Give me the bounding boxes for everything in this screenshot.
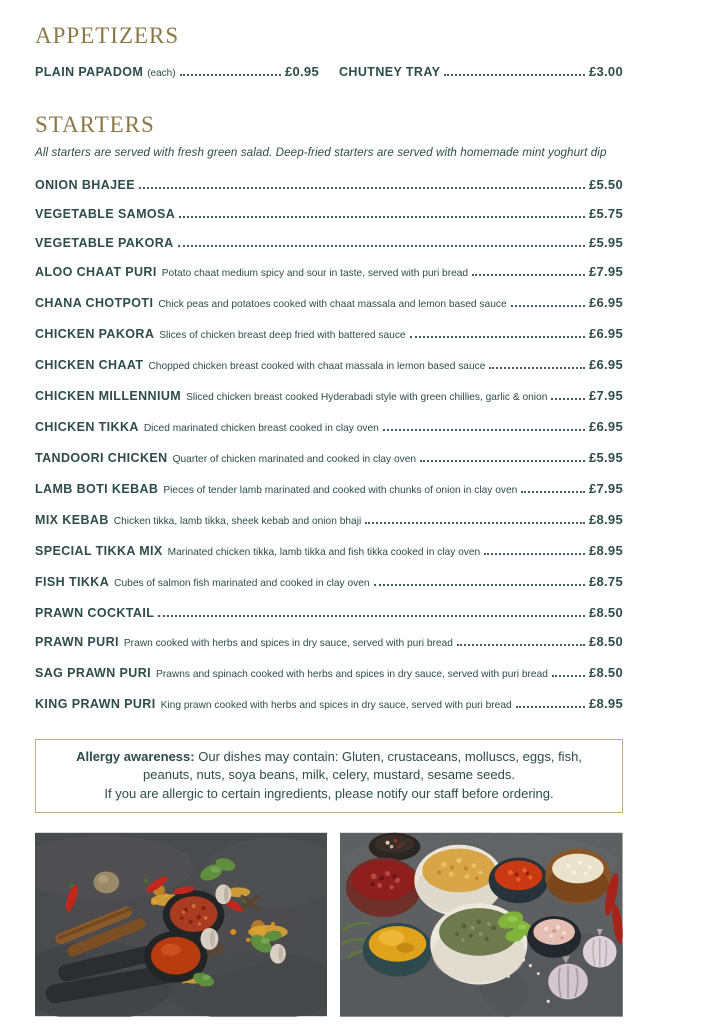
item-description: Pieces of tender lamb marinated and cooked with chunks of onion in clay oven <box>163 485 518 496</box>
dotted-leader <box>374 584 585 586</box>
dotted-leader <box>178 245 585 247</box>
menu-item-row <box>35 264 623 282</box>
item-name: PRAWN COCKTAIL <box>35 606 155 620</box>
dotted-leader <box>551 398 585 400</box>
item-name: KING PRAWN PURI <box>35 697 156 711</box>
item-name: ALOO CHAAT PURI <box>35 265 157 279</box>
menu-item-row <box>35 357 623 375</box>
item-price: £8.50 <box>588 634 623 649</box>
allergy-label: Allergy awareness: <box>76 749 195 764</box>
dotted-leader <box>484 553 585 555</box>
item-name: TANDOORI CHICKEN <box>35 451 168 465</box>
item-price: £3.00 <box>588 64 623 79</box>
menu-item-row <box>35 605 623 621</box>
item-price: £7.95 <box>588 264 623 279</box>
item-price: £5.95 <box>588 235 623 250</box>
item-price: £8.95 <box>588 543 623 558</box>
item-description: Slices of chicken breast deep fried with battered sauce <box>159 330 406 341</box>
dotted-leader <box>457 644 585 646</box>
item-description: Sliced chicken breast cooked Hyderabadi style with green chillies, garlic & onion <box>186 392 548 403</box>
item-description: Cubes of salmon fish marinated and cooked in clay oven <box>114 578 370 589</box>
allergy-text: Our dishes may contain: Gluten, crustaceans, molluscs, eggs, fish, peanuts, nuts, soya beans, milk, celery, mustard, sesame seeds. <box>143 749 582 783</box>
allergy-box <box>35 739 623 813</box>
menu-item-row <box>35 696 623 714</box>
menu-item-row <box>35 574 623 592</box>
dotted-leader <box>516 706 585 708</box>
item-price: £5.95 <box>588 450 623 465</box>
dotted-leader <box>489 367 585 369</box>
item-name: LAMB BOTI KEBAB <box>35 482 159 496</box>
dotted-leader <box>472 274 585 276</box>
item-description: Potato chaat medium spicy and sour in taste, served with puri bread <box>161 268 469 279</box>
dotted-leader <box>444 74 585 76</box>
menu-item-row <box>35 481 623 499</box>
item-price: £8.50 <box>588 665 623 680</box>
starters-note: All starters are served with fresh green salad. Deep-fried starters are served with homemade mint yoghurt dip <box>35 146 607 159</box>
item-name: CHICKEN PAKORA <box>35 327 155 341</box>
item-description: Marinated chicken tikka, lamb tikka and fish tikka cooked in clay oven <box>167 547 481 558</box>
item-name: CHICKEN MILLENNIUM <box>35 389 182 403</box>
menu-item-row <box>35 419 623 437</box>
item-note: (each) <box>147 68 176 79</box>
allergy-line-2: If you are allergic to certain ingredients, please notify our staff before ordering. <box>104 785 554 801</box>
dotted-leader <box>179 216 585 218</box>
item-name: ONION BHAJEE <box>35 178 135 192</box>
item-description: Prawns and spinach cooked with herbs and spices in dry sauce, served with puri bread <box>156 669 548 680</box>
item-price: £0.95 <box>284 64 319 79</box>
menu-item-row <box>35 206 623 222</box>
item-price: £8.50 <box>588 605 623 620</box>
item-name: SAG PRAWN PURI <box>35 666 152 680</box>
item-price: £5.50 <box>588 177 623 192</box>
item-name: PRAWN PURI <box>35 635 119 649</box>
menu-item-row <box>35 177 623 193</box>
item-price: £7.95 <box>588 481 623 496</box>
menu-item-row <box>35 512 623 530</box>
item-name: MIX KEBAB <box>35 513 109 527</box>
item-price: £6.95 <box>588 295 623 310</box>
dotted-leader <box>552 675 585 677</box>
item-name: CHUTNEY TRAY <box>339 65 441 79</box>
menu-item-row <box>35 543 623 561</box>
spices-slate-spoons-photo <box>35 832 327 1017</box>
item-price: £5.75 <box>588 206 623 221</box>
menu-item-row <box>35 295 623 313</box>
item-description: Chicken tikka, lamb tikka, sheek kebab and onion bhaji <box>113 516 362 527</box>
dotted-leader <box>139 187 585 189</box>
item-price: £6.95 <box>588 419 623 434</box>
item-name: VEGETABLE SAMOSA <box>35 207 176 221</box>
item-description: Diced marinated chicken breast cooked in clay oven <box>143 423 379 434</box>
item-name: CHANA CHOTPOTI <box>35 296 154 310</box>
appetizers-heading: APPETIZERS <box>35 23 180 48</box>
appetizers-row <box>35 64 623 82</box>
menu-item-plain-papadom <box>35 64 319 82</box>
menu-item-row <box>35 388 623 406</box>
menu-item-row <box>35 326 623 344</box>
item-name: FISH TIKKA <box>35 575 110 589</box>
menu-item-row <box>35 665 623 683</box>
photos-row <box>35 832 623 1017</box>
item-price: £8.75 <box>588 574 623 589</box>
item-name: PLAIN PAPADOM <box>35 65 144 79</box>
dotted-leader <box>158 615 585 617</box>
item-price: £6.95 <box>588 326 623 341</box>
menu-item-row <box>35 450 623 468</box>
menu-item-row <box>35 235 623 251</box>
dotted-leader <box>410 336 585 338</box>
item-description: Quarter of chicken marinated and cooked in clay oven <box>172 454 417 465</box>
starters-heading: STARTERS <box>35 112 155 137</box>
item-description: King prawn cooked with herbs and spices in dry sauce, served with puri bread <box>160 700 512 711</box>
menu-item-chutney-tray <box>339 64 623 82</box>
dotted-leader <box>365 522 585 524</box>
menu-item-row <box>35 634 623 652</box>
item-price: £8.95 <box>588 512 623 527</box>
spice-bowls-photo <box>340 832 623 1017</box>
item-price: £7.95 <box>588 388 623 403</box>
item-price: £8.95 <box>588 696 623 711</box>
item-description: Chick peas and potatoes cooked with chaat massala and lemon based sauce <box>158 299 507 310</box>
dotted-leader <box>180 74 281 76</box>
item-description: Prawn cooked with herbs and spices in dry sauce, served with puri bread <box>123 638 453 649</box>
item-description: Chopped chicken breast cooked with chaat massala in lemon based sauce <box>148 361 486 372</box>
dotted-leader <box>521 491 585 493</box>
item-name: VEGETABLE PAKORA <box>35 236 174 250</box>
starters-list <box>35 177 623 714</box>
item-name: SPECIAL TIKKA MIX <box>35 544 163 558</box>
dotted-leader <box>383 429 585 431</box>
allergy-line-1 <box>66 748 592 785</box>
item-name: CHICKEN TIKKA <box>35 420 139 434</box>
item-price: £6.95 <box>588 357 623 372</box>
item-name: CHICKEN CHAAT <box>35 358 144 372</box>
dotted-leader <box>511 305 585 307</box>
dotted-leader <box>420 460 585 462</box>
